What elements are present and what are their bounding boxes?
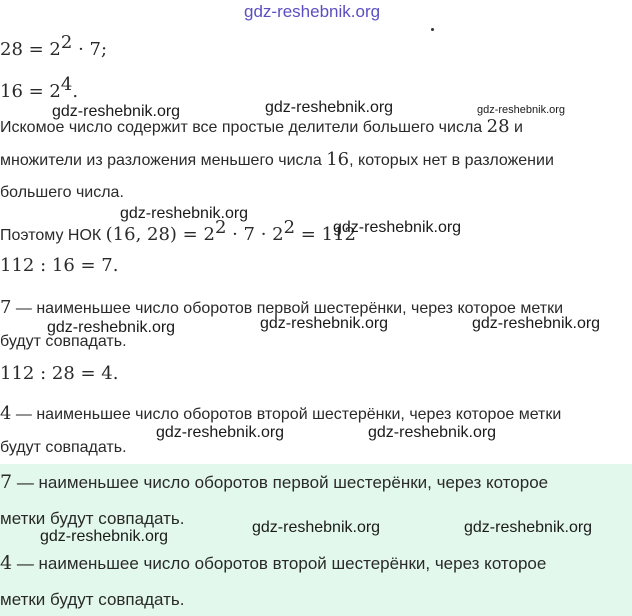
answer-box [0,464,632,616]
result-line-1-cont: будут совпадать. [0,333,127,350]
answer-line-2: 4 — наименьшее число оборотов второй шестерёнки, через которое [0,552,547,574]
lcm-formula: Поэтому НОК (16, $28) = 2^2 \cdot 7 \cdot 2^2 = 112$ [0,217,356,245]
watermark: gdz-reshebnik.org [265,99,394,116]
watermark: gdz-reshebnik.org [368,424,497,441]
answer-line-2-cont: метки будут совпадать. [0,590,185,609]
paragraph-line-1: Искомое число содержит все простые делители большего числа 28 и [0,116,523,137]
watermark: gdz-reshebnik.org [40,528,169,545]
watermark: gdz-reshebnik.org [464,519,593,536]
watermark: gdz-reshebnik.org [333,219,462,236]
watermark: gdz-reshebnik.org [477,104,566,116]
result-line-2: 4 — наименьшее число оборотов второй шестерёнки, через которое метки [0,403,562,424]
division-2: 112 : 28 = 4. [0,363,119,384]
watermark: gdz-reshebnik.org [52,103,181,120]
result-line-2-cont: будут совпадать. [0,439,127,456]
watermark: gdz-reshebnik.org [260,315,389,332]
watermark-header[interactable]: gdz-reshebnik.org [244,2,381,21]
watermark: gdz-reshebnik.org [47,319,176,336]
watermark: gdz-reshebnik.org [472,315,601,332]
watermark: gdz-reshebnik.org [156,424,285,441]
division-1: 112 : 16 = 7. [0,255,119,276]
stray-dot [431,28,434,31]
paragraph-line-3: большего числа. [0,184,124,201]
watermark: gdz-reshebnik.org [252,519,381,536]
paragraph-line-2: множители из разложения меньшего числа 16, которых нет в разложении [0,149,554,170]
answer-line-1: 7 — наименьшее число оборотов первой шестерёнки, через которое [0,471,549,493]
factorization-28: $28 = 2^2 \cdot 7$; [0,32,108,60]
watermark: gdz-reshebnik.org [120,205,249,222]
factorization-16: $16 = 2^4$. [0,74,79,102]
result-line-1: 7 — наименьшее число оборотов первой шестерёнки, через которое метки [0,297,564,318]
answer-line-1-cont: метки будут совпадать. [0,509,185,528]
